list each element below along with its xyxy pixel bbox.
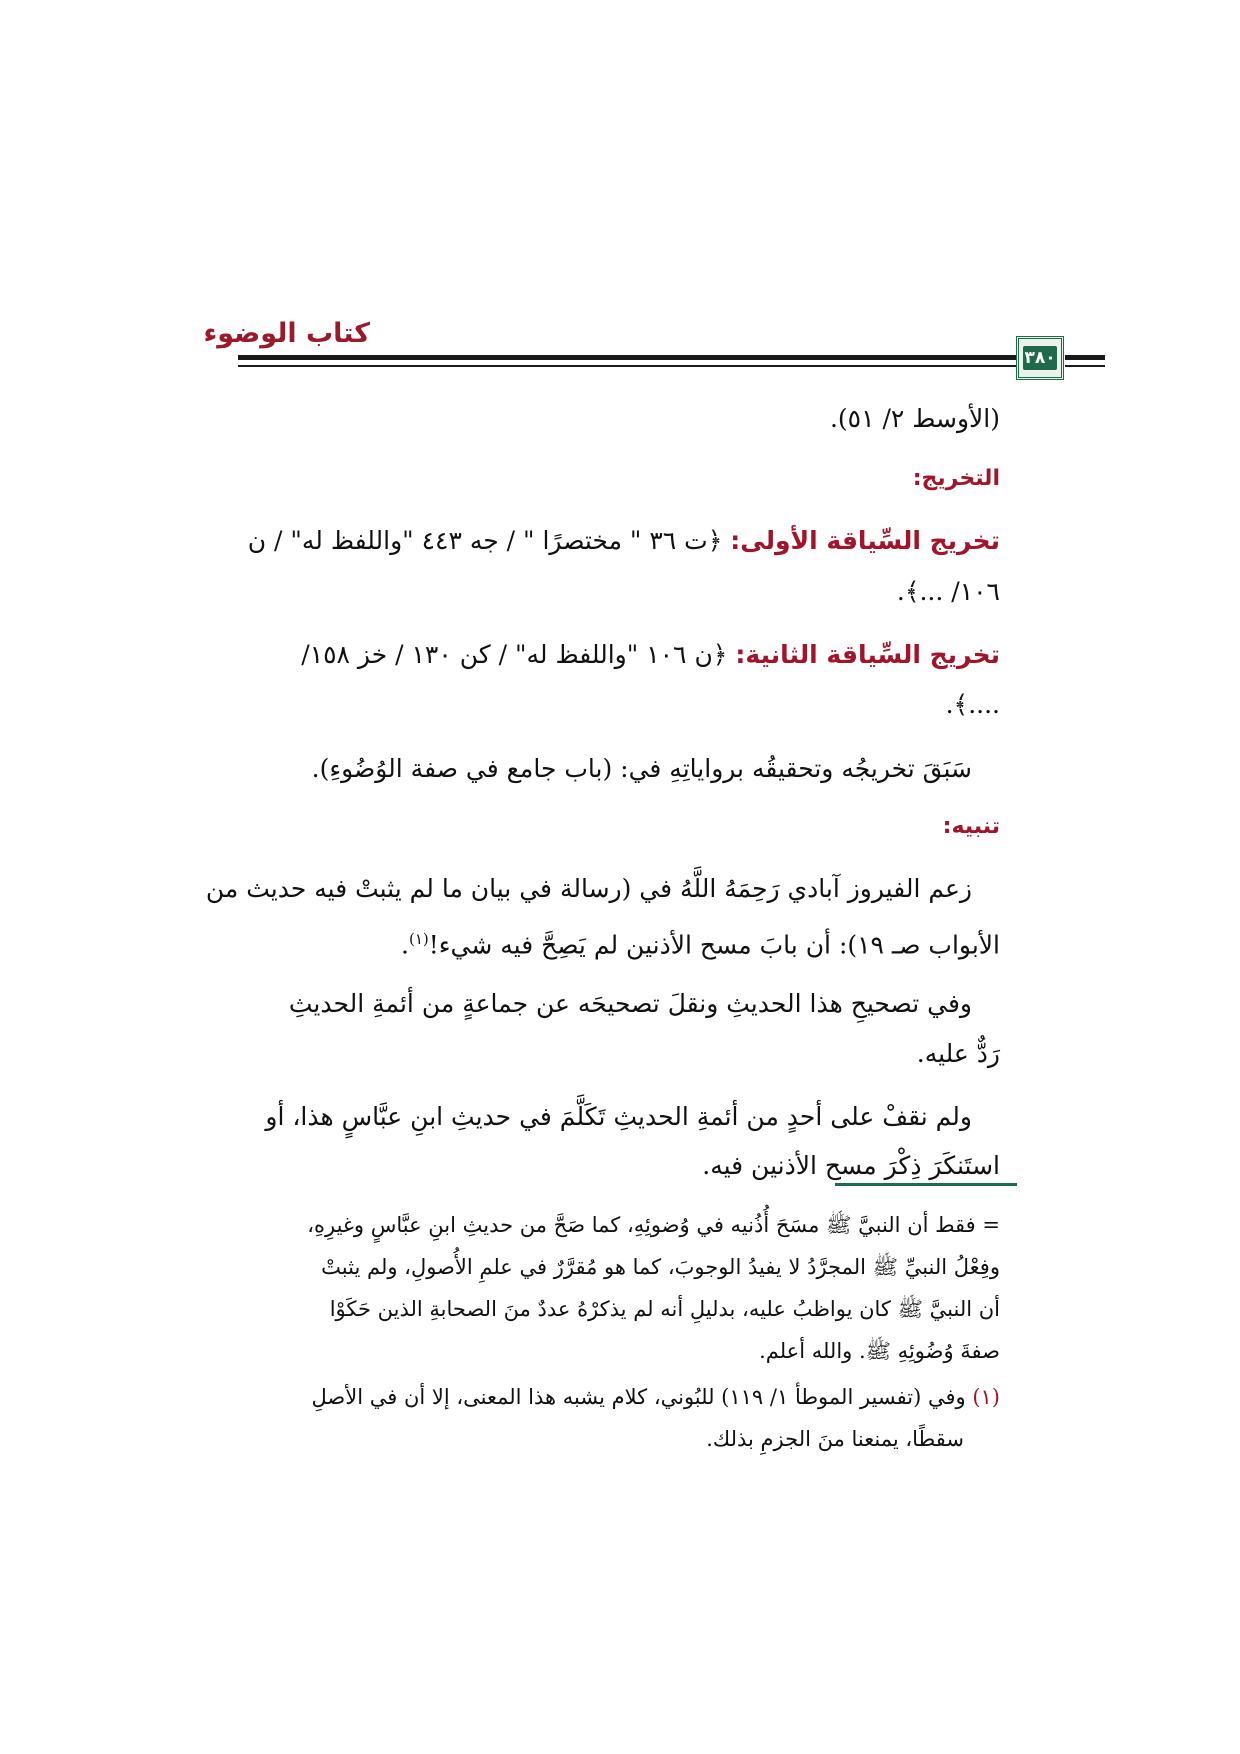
page-number: ٣٨٠ [1024, 348, 1056, 368]
siyaqa2-line [224, 636, 1000, 674]
footnote-continuation-line4: صفةَ وُضُوئِهِ ﷺ. والله أعلم. [759, 1339, 1000, 1363]
header-rule-short-thin [1065, 365, 1105, 367]
para1-line2-wrap [224, 920, 1000, 964]
footnote-1-text: وفي (تفسير الموطأ ١/ ١١٩) للبُوني، كلام يشبه هذا المعنى، إلا أن في الأصلِ [311, 1385, 973, 1409]
para3-line2: استَنكَرَ ذِكْرَ مسح الأذنين فيه. [702, 1151, 1000, 1180]
para2-line1: وفي تصحيحِ هذا الحديثِ ونقلَ تصحيحَه عن جماعةٍ من أئمةِ الحديثِ [288, 989, 972, 1018]
footnote-continuation-line3: أن النبيَّ ﷺ كان يواظبُ عليه، بدليلِ أنه لم يذكرْهُ عددٌ منَ الصحابةِ الذين حَكَوْا [329, 1297, 1000, 1321]
source-reference: (الأوسط ٢/ ٥١). [829, 404, 1000, 433]
footnote-continuation-line2: وفِعْلُ النبيِّ ﷺ المجرَّدُ لا يفيدُ الوجوبَ، كما هو مُقرَّرٌ في علمِ الأُصولِ، ولم يثبتْ [321, 1255, 1000, 1279]
siyaqa1-continuation: ١٠٦/ ...﴾. [896, 577, 1000, 606]
running-header-title: كتاب الوضوء [203, 318, 370, 349]
siyaqa1-line [224, 522, 1000, 560]
takhrij-heading: التخريج: [912, 466, 1000, 491]
para1-line1: زعم الفيروز آبادي رَحِمَهُ اللَّهُ في (رسالة في بيان ما لم يثبتْ فيه حديث من [205, 874, 972, 903]
siyaqa2-continuation: ....﴾. [945, 690, 1000, 719]
para3-line1: ولم نقفْ على أحدٍ من أئمةِ الحديثِ تَكَلَّمَ في حديثِ ابنِ عبَّاسٍ هذا، أو [265, 1102, 972, 1131]
para1-end: . [401, 930, 409, 960]
siyaqa1-label: تخريج السِّياقة الأولى: [730, 526, 1000, 555]
para1-line2: الأبواب صـ ١٩): أن بابَ مسح الأذنين لم يَصِحَّ فيه شيء! [428, 930, 1000, 960]
siyaqa2-text: ﴿ن ١٠٦ "واللفظ له" / كن ١٣٠ / خز ١٥٨/ [301, 640, 736, 669]
footnote-1-number: (١) [972, 1385, 1000, 1409]
footnote-1-line2: سقطًا، يمنعنا منَ الجزمِ بذلك. [706, 1427, 964, 1451]
footnote-separator [835, 1183, 1017, 1186]
header-rule-short-thick [1065, 355, 1105, 360]
siyaqa2-label: تخريج السِّياقة الثانية: [735, 640, 1000, 669]
footnote-1-line1 [224, 1380, 1000, 1414]
footnote-continuation-line1: = فقط أن النبيَّ ﷺ مسَحَ أُذُنيه في وُضوئِهِ، كما صَحَّ من حديثِ ابنِ عبَّاسٍ وغيرِهِ، [307, 1213, 1000, 1237]
sabaqa-paragraph: سَبَقَ تخريجُه وتحقيقُه برواياتِهِ في: (باب جامع في صفة الوُضُوءِ). [311, 754, 972, 783]
tanbih-heading: تنبيه: [942, 814, 1000, 839]
header-rule-thin [238, 365, 1016, 367]
header-rule-thick [238, 355, 1016, 360]
para2-line2: رَدٌّ عليه. [916, 1039, 1000, 1068]
footnote-ref-1[interactable]: (١) [408, 930, 429, 948]
page-number-badge [1016, 336, 1064, 380]
siyaqa1-text: ﴿ت ٣٦ " مختصرًا " / جه ٤٤٣ "واللفظ له" / ن [247, 526, 731, 555]
